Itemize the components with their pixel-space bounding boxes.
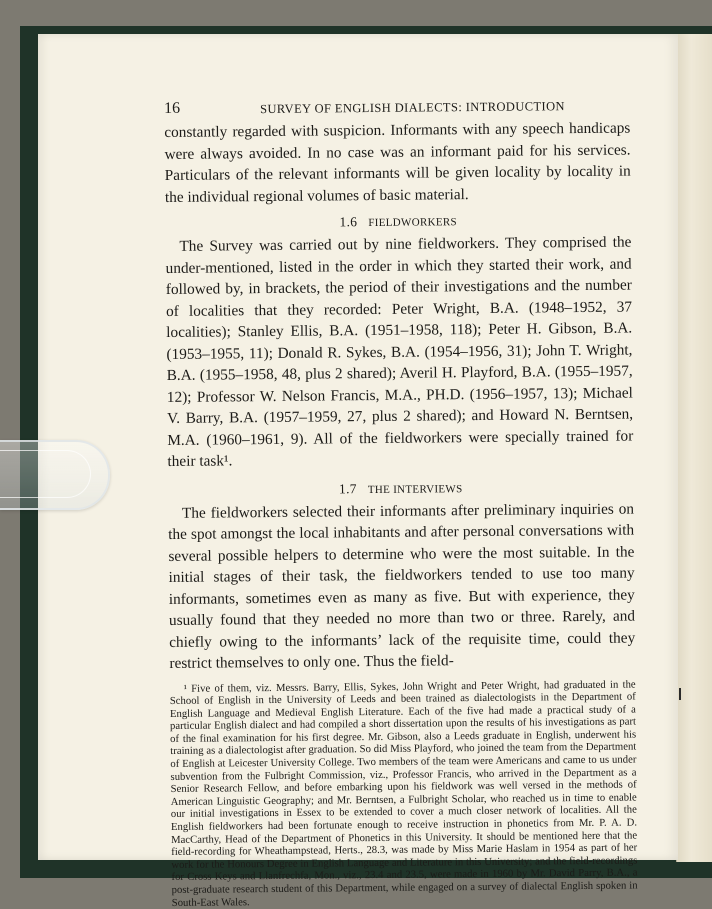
section-title: FIELDWORKERS (368, 216, 457, 230)
running-head-title: SURVEY OF ENGLISH DIALECTS: INTRODUCTION (260, 99, 565, 117)
section-heading-1-7 (168, 478, 634, 498)
section-title: THE INTERVIEWS (367, 482, 463, 496)
section-number: 1.6 (339, 214, 358, 230)
page-edge-mark (679, 688, 681, 700)
section-number: 1.7 (338, 480, 357, 496)
paragraph-interviews: The fieldworkers selected their informants after preliminary inquiries on the spot amongst the local inhabitants and after personal conversations with several possible helpers to determine who were the most suitable. In the initial stages of their task, the fieldworkers tended to use too many informants, sometimes even as many as five. But with experience, they usually found that they needed no more than two or three. Rarely, and chiefly owing to the informants’ lack of the requisite time, could they restrict themselves to only one. Thus the field- (168, 500, 636, 672)
page-text (164, 94, 638, 909)
page-clip (0, 440, 110, 510)
footnote: ¹ Five of them, viz. Messrs. Barry, Ellis, Sykes, John Wright and Peter Wright, had graduated in the School of English in the University of Leeds and been trained as dialectologists in the Department of English Language and Medieval English Literature. Each of the five had made a practical study of a particular English dialect and had compiled a short dissertation upon the results of his investigations as part of the final examination for his first degree. Mr. Gibson, also a Leeds graduate in English, underwent his training as a dialectologist after graduation. So did Miss Playford, who joined the team from the Department of English at Leicester University College. Two members of the team were Americans and came to us under subvention from the Fulbright Commission, viz., Professor Francis, who arrived in the Department as a Senior Research Fellow, and before embarking upon his fieldwork was well versed in the methods of American Linguistic Geography; and Mr. Berntsen, a Fulbright Scholar, who reached us in time to enable our initial investigations in Essex to be extended to cover a much closer network of localities. All the English fieldworkers had been fortunate enough to receive instruction in phonetics from Mr. P. A. D. MacCarthy, Head of the Department of Phonetics in this University. It should be mentioned here that the field-recording for Wheathampstead, Herts., 28.3, was made by Miss Marie Haslam in 1954 as part of her work for the Honours Degree in English Language and Literature in this University; and the field-recordings for Cross Keys and Llanfrechfa, Mon., viz., 23.4 and 23.5, were made in 1960 by Mr. David Parry, B.A., a post-graduate research student of this Department, while engaged on a survey of dialectal English spoken in South-East Wales. (169, 677, 638, 909)
running-head (164, 94, 630, 122)
page-edges (676, 34, 712, 862)
paragraph-fieldworkers: The Survey was carried out by nine fieldworkers. They comprised the under-mentioned, listed in the order in which they started their work, and followed by, in brackets, the period of their investigations and the number of localities that they recorded: Peter Wright, B.A. (1948–1952, 37 localities); Stanley Ellis, B.A. (1951–1958, 118); Peter H. Gibson, B.A. (1953–1955, 11); Donald R. Sykes, B.A. (1954–1956, 31); John T. Wright, B.A. (1955–1958, 48, plus 2 shared); Averil H. Playford, B.A. (1955–1957, 12); Professor W. Nelson Francis, M.A., PH.D. (1956–1957, 13); Michael V. Barry, B.A. (1957–1959, 27, plus 2 shared); and Howard N. Berntsen, M.A. (1960–1961, 9). All of the fieldworkers were specially trained for their task¹. (165, 233, 634, 470)
page-clip-inner (0, 450, 91, 498)
paragraph-continued: constantly regarded with suspicion. Informants with any speech handicaps were always avoided. In no case was an informant paid for his services. Particulars of the relevant informants will be given locality by locality in the individual regional volumes of basic material. (164, 119, 631, 206)
section-heading-1-6 (165, 212, 631, 232)
page-number: 16 (164, 99, 181, 117)
